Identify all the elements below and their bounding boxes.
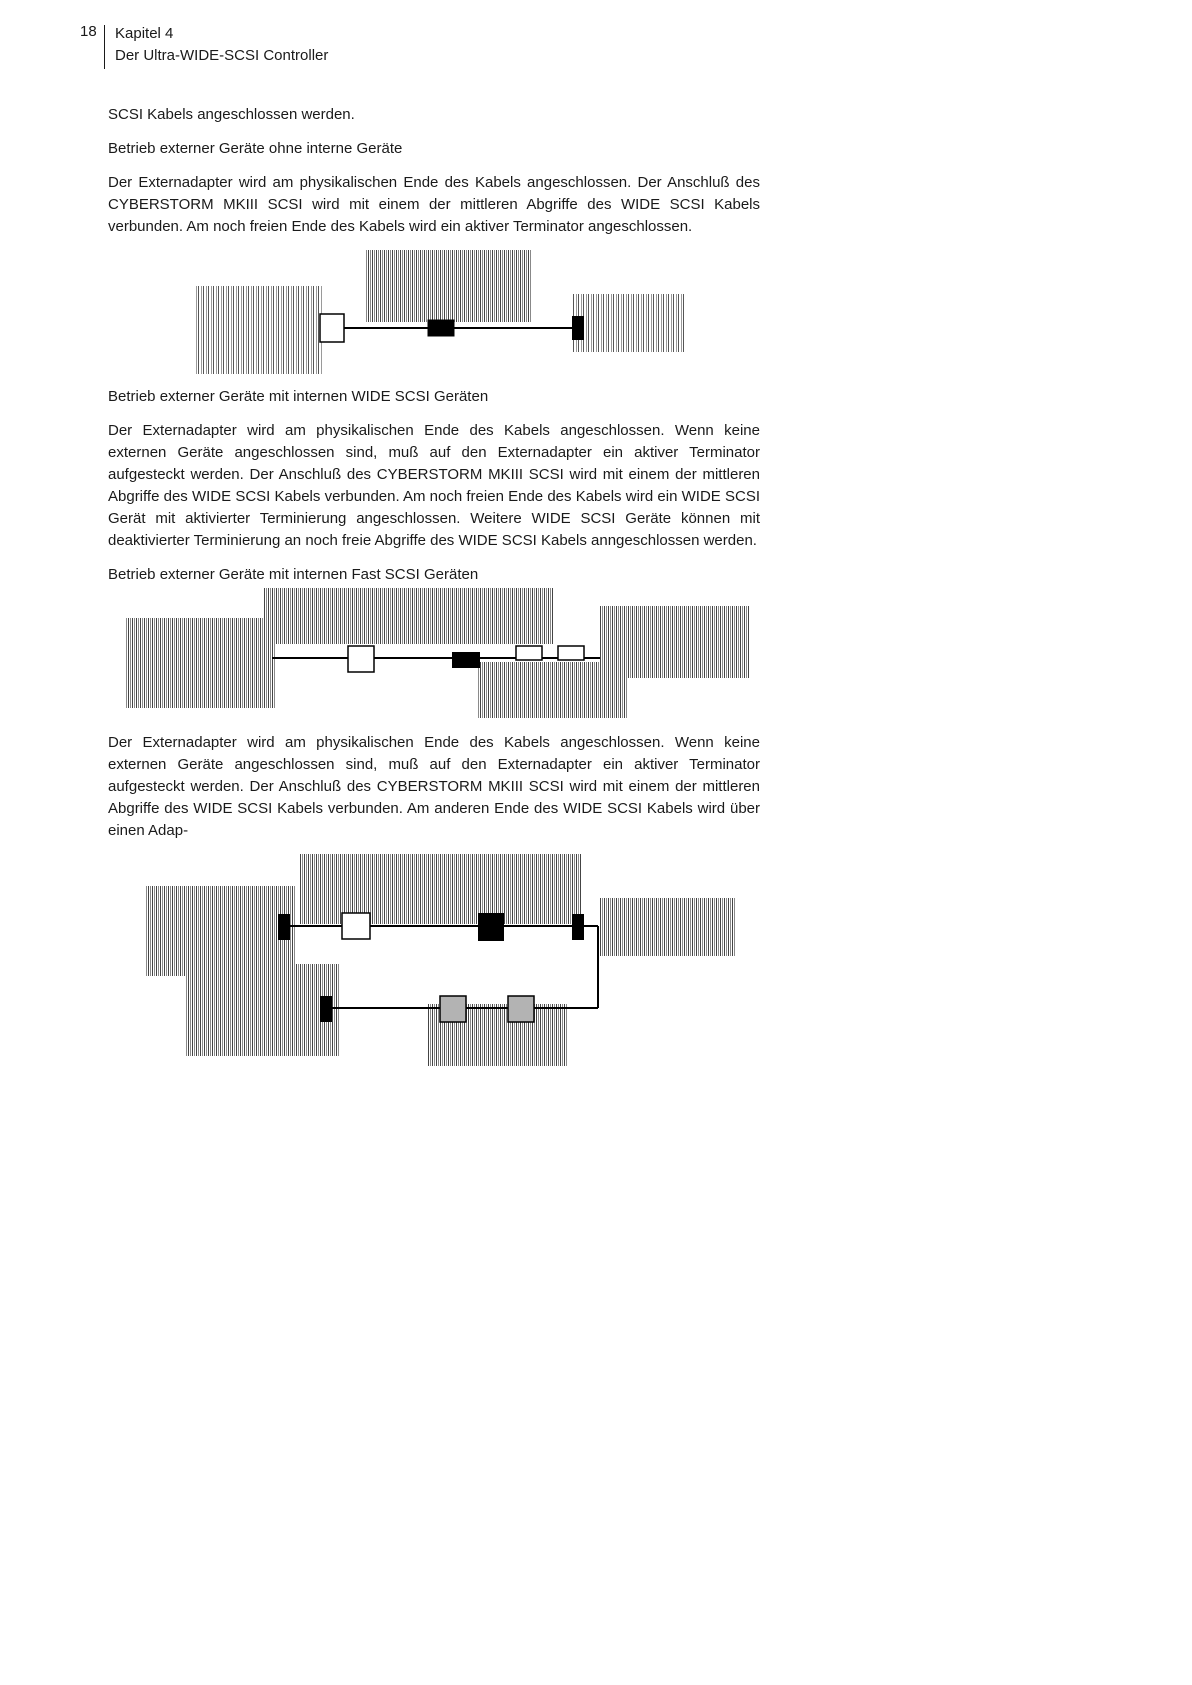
chapter-heading — [115, 23, 328, 67]
terminator-box — [320, 996, 332, 1022]
label-placeholder — [478, 662, 628, 718]
diagram-external-only — [108, 250, 760, 378]
device-box — [348, 646, 374, 672]
diagram-internal-fast — [108, 588, 760, 724]
fast-scsi-device-box — [440, 996, 466, 1022]
device-box — [320, 314, 344, 342]
paragraph-internal-wide: Der Externadapter wird am physikalischen Ende des Kabels angeschlossen. Wenn keine externen Geräte angeschlossen sind, muß auf den Externadapter ein aktiver Terminator aufgesteckt werden. Der Anschluß des CYBERSTORM MKIII SCSI wird mit einem der mittleren Abgriffe des WIDE SCSI Kabels verbunden. Am noch freien Ende des Kabels wird ein WIDE SCSI Gerät mit aktivierter Terminierung angeschlossen. Weitere WIDE SCSI Geräte können mit deaktivierter Terminierung an noch freie Abgriffe des WIDE SCSI Kabels anngeschlossen werden. — [108, 422, 760, 549]
label-placeholder — [186, 964, 340, 1056]
label-placeholder — [572, 294, 684, 352]
device-box — [516, 646, 542, 660]
diagram-fast-adapter — [108, 854, 760, 1074]
label-placeholder — [600, 898, 736, 956]
terminator-box — [278, 914, 290, 940]
controller-box — [428, 320, 454, 336]
label-placeholder — [126, 618, 276, 708]
terminator-box — [572, 914, 584, 940]
page-body — [108, 104, 760, 1082]
caption-internal-fast: Betrieb externer Geräte mit internen Fast SCSI Geräten — [108, 566, 479, 583]
label-placeholder — [146, 886, 296, 976]
terminator-box — [572, 316, 584, 340]
controller-box — [452, 652, 480, 668]
label-placeholder — [264, 588, 554, 644]
paragraph-external-only: Der Externadapter wird am physikalischen Ende des Kabels angeschlossen. Der Anschluß des CYBERSTORM MKIII SCSI wird mit einem der mittleren Abgriffe des WIDE SCSI Kabels verbunden. Am noch freien Ende des Kabels wird ein aktiver Terminator angeschlossen. — [108, 174, 760, 235]
label-placeholder — [366, 250, 532, 322]
page-number: 18 — [80, 23, 97, 40]
diagram-internal-fast-svg — [108, 588, 760, 724]
paragraph-internal-fast: Der Externadapter wird am physikalischen Ende des Kabels angeschlossen. Wenn keine externen Geräte angeschlossen sind, muß auf den Externadapter ein aktiver Terminator aufgesteckt werden. Der Anschluß des CYBERSTORM MKIII SCSI wird mit einem der mittleren Abgriffe des WIDE SCSI Kabels verbunden. Am anderen Ende des WIDE SCSI Kabels wird über einen Adap- — [108, 734, 760, 839]
label-placeholder — [194, 286, 322, 374]
controller-box — [478, 913, 504, 941]
device-box — [342, 913, 370, 939]
paragraph-continuation: SCSI Kabels angeschlossen werden. — [108, 106, 355, 123]
chapter-label: Kapitel 4 — [115, 25, 174, 42]
diagram-fast-adapter-svg — [108, 854, 760, 1074]
label-hatch-group — [194, 250, 684, 374]
caption-internal-wide: Betrieb externer Geräte mit internen WIDE SCSI Geräten — [108, 388, 489, 405]
header-divider — [104, 25, 105, 69]
diagram-external-only-svg — [108, 250, 760, 378]
caption-external-only: Betrieb externer Geräte ohne interne Geräte — [108, 140, 403, 157]
device-box — [558, 646, 584, 660]
section-title: Der Ultra-WIDE-SCSI Controller — [115, 47, 329, 64]
fast-scsi-device-box — [508, 996, 534, 1022]
